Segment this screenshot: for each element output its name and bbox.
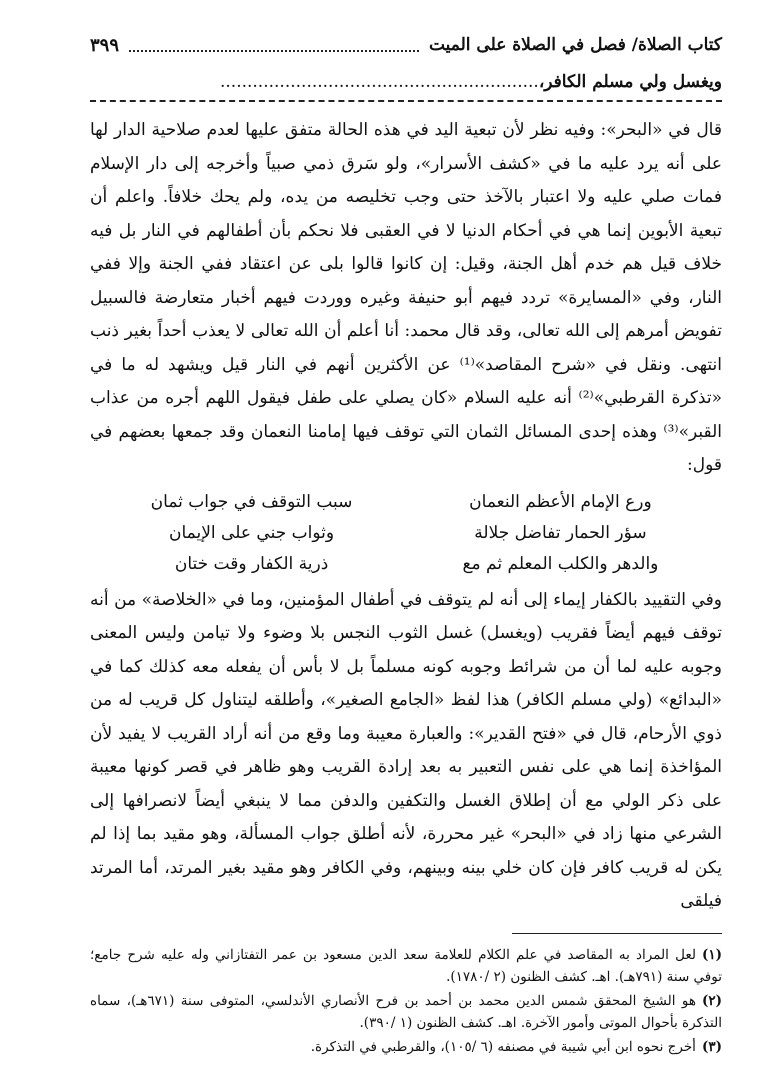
footnote-number: (٣)	[701, 1038, 722, 1055]
footnote-number: (٢)	[701, 992, 722, 1009]
footnote	[90, 944, 722, 988]
hemistich-second: وثواب جني على الإيمان	[169, 522, 335, 543]
matn-dots: ...........................................................	[219, 72, 539, 92]
running-header	[90, 28, 722, 62]
poem-verse	[120, 518, 692, 549]
matn-text: ويغسل ولي مسلم الكافر،	[538, 72, 722, 92]
footnote-number: (١)	[701, 946, 722, 963]
hemistich-first: ورع الإمام الأعظم النعمان	[469, 491, 652, 512]
hemistich-second: ذرية الكفار وقت ختان	[174, 553, 329, 574]
hemistich-second: سبب التوقف في جواب ثمان	[150, 491, 353, 512]
footnote	[90, 1036, 722, 1058]
commentary-paragraph: قال في «البحر»: وفيه نظر لأن تبعية اليد في هذه الحالة متفق عليها لعدم صلاحية الدار لها على أنه يرد عليه ما في «كشف الأسرار»، ولو سَرق ذمي صبياً وأخرجه إلى دار الإسلام فمات صلي عليه ولا اعتبار بالآخذ حتى وجب تخليصه من يده، ولم يحك خلافاً. واعلم أن تبعية الأبوين إنما هي في أحكام الدنيا لا في العقبى فلا نحكم بأن أطفالهم في النار بل فيه خلاف قيل هم خدم أهل الجنة، وقيل: إن كانوا قالوا بلى عن اعتقاد ففي الجنة وإلا ففي النار، وفي «المسايرة» تردد فيهم أبو حنيفة وغيره ووردت فيهم أخبار متعارضة فالسبيل تفويض أمرهم إلى الله تعالى، وقد قال محمد: أنا أعلم أن الله تعالى لا يعذب أحداً بغير ذنب انتهى. ونقل في «شرح المقاصد»⁽¹⁾ عن الأكثرين أنهم في النار قيل ويشهد له ما في «تذكرة القرطبي»⁽²⁾ أنه عليه السلام «كان يصلي على طفل فيقول اللهم أجره من عذاب القبر»⁽³⁾ وهذه إحدى المسائل الثمان التي توقف فيها إمامنا النعمان وقد جمعها بعضهم في قول:	[90, 120, 723, 475]
book-page	[90, 28, 722, 1060]
header-title: كتاب الصلاة/ فصل في الصلاة على الميت	[428, 35, 722, 55]
commentary-paragraph-2: وفي التقييد بالكفار إيماء إلى أنه لم يتوقف في أطفال المؤمنين، وما في «الخلاصة» من أنه توقف فيهم أيضاً فقريب (ويغسل) غسل الثوب النجس بلا وضوء ولا تيامن وليس المعنى وجوبه عليه لما أن من شرائط وجوبه كونه مسلماً بل لا بأس أن يفعله معه كذلك كما في «البدائع» (ولي مسلم الكافر) هذا لفظ «الجامع الصغير»، وأطلقه ليتناول كل قريب له من ذوي الأرحام، قال في «فتح القدير»: والعبارة معيبة وما وقع من أنه أراد القريب لا يفيد لأن المؤاخذة إنما هي على نفس التعبير به بعد إرادة القريب وهو ظاهر في قصر كونها معيبة على ذكر الولي مع أن إطلاق الغسل والتكفين والدفن مما لا ينبغي أيضاً لانصرافها إلى الشرعي منها زاد في «البحر» غير محررة، لأنه أطلق جواب المسألة، وهو مقيد بما إذا لم يكن له قريب كافر فإن كان خلي بينه وبينهم، وفي الكافر وهو مقيد بغير المرتد، أما المرتد فيلقى	[90, 589, 722, 911]
footnote-text: أخرج نحوه ابن أبي شيبة في مصنفه (٦ /١٠٥)، والقرطبي في التذكرة.	[310, 1038, 696, 1055]
hemistich-first: سؤر الحمار تفاضل جلالة	[474, 522, 647, 543]
header-dotted-rule	[129, 38, 419, 52]
poem-verse	[120, 549, 692, 580]
hemistich-first: والدهر والكلب المعلم ثم مع	[462, 553, 659, 574]
poem-block	[120, 487, 692, 580]
dashed-separator	[90, 100, 722, 102]
footnote	[90, 990, 722, 1034]
footnote-separator	[512, 933, 722, 934]
page-number: ٣٩٩	[90, 34, 120, 56]
matn-carry-line	[90, 66, 722, 98]
footnote-text: لعل المراد به المقاصد في علم الكلام للعلامة سعد الدين مسعود بن عمر التفتازاني وله عليه شرح جامع؛ توفي سنة (٧٩١هـ). اهـ. كشف الظنون (٢ /١٧٨٠).	[90, 946, 722, 985]
footnote-text: هو الشيخ المحقق شمس الدين محمد بن أحمد بن فرح الأنصاري الأندلسي، المتوفى سنة (٦٧١هـ)، سماه التذكرة بأحوال الموتى وأمور الآخرة. اهـ. كشف الظنون (١ /٣٩٠).	[90, 992, 722, 1031]
poem-verse	[120, 487, 692, 518]
